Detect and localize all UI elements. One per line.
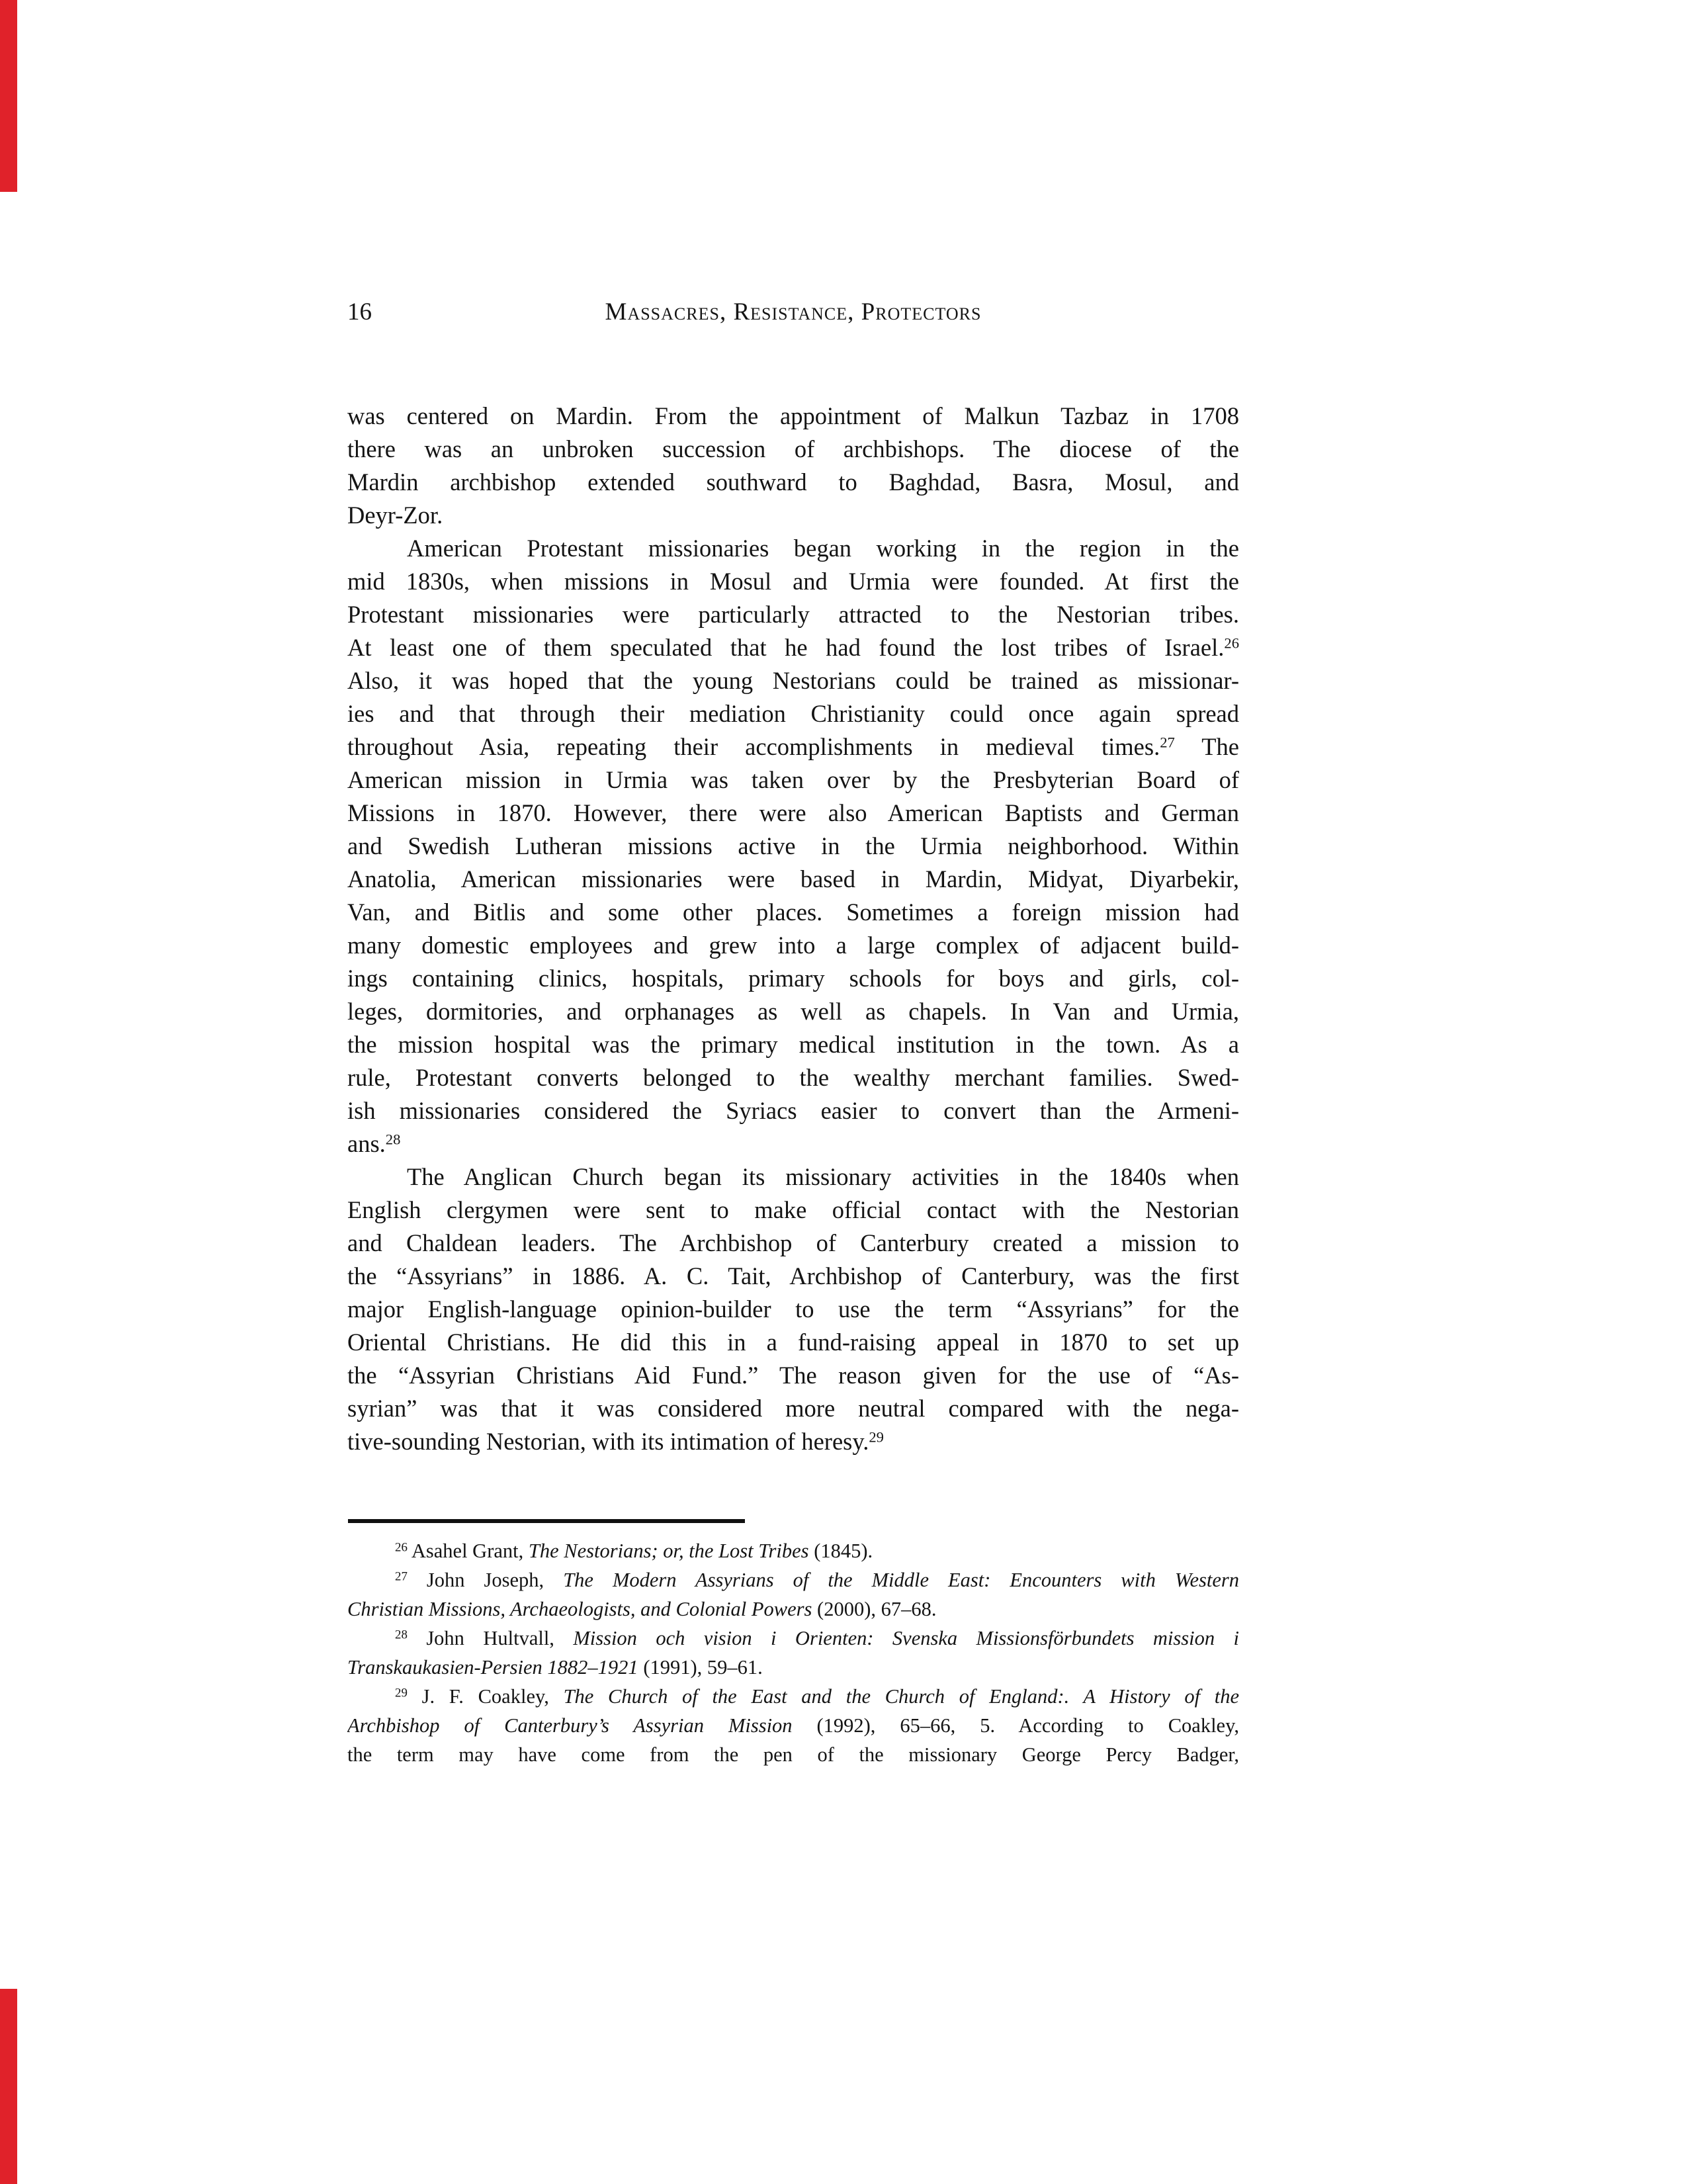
italic-text-run: Christian Missions, Archaeologists, and Colonial Powers xyxy=(347,1598,812,1620)
footnote-line xyxy=(347,1565,1239,1594)
text-run: rule, Protestant converts belonged to the wealthy merchant families. Swed- xyxy=(347,1064,1239,1091)
text-run: syrian” was that it was considered more neutral compared with the nega- xyxy=(347,1395,1239,1422)
footnote-line xyxy=(347,1740,1239,1769)
footnote-number: 27 xyxy=(395,1569,408,1584)
footnote-line xyxy=(347,1682,1239,1711)
text-run: American mission in Urmia was taken over by the Presbyterian Board of xyxy=(347,766,1239,793)
text-run: American Protestant missionaries began working in the region in the xyxy=(407,535,1239,562)
body-line xyxy=(347,598,1239,631)
text-run: John Hultvall, xyxy=(407,1627,574,1649)
body-line xyxy=(347,499,1239,532)
body-line xyxy=(347,433,1239,466)
text-run: ish missionaries considered the Syriacs easier to convert than the Armeni- xyxy=(347,1097,1239,1124)
text-run: Van, and Bitlis and some other places. Sometimes a foreign mission had xyxy=(347,898,1239,926)
body-line xyxy=(347,730,1239,764)
text-run: (1992), 65–66, 5. According to Coakley, xyxy=(792,1714,1239,1737)
footnote-number: 26 xyxy=(395,1540,408,1555)
text-run: Anatolia, American missionaries were based in Mardin, Midyat, Diyarbekir, xyxy=(347,865,1239,893)
text-run: ies and that through their mediation Christianity could once again spread xyxy=(347,700,1239,727)
text-run: English clergymen were sent to make official contact with the Nestorian xyxy=(347,1196,1239,1223)
text-run: Missions in 1870. However, there were also American Baptists and German xyxy=(347,799,1239,826)
text-run: J. F. Coakley, xyxy=(407,1685,564,1708)
text-run: the mission hospital was the primary medical institution in the town. As a xyxy=(347,1031,1239,1058)
footnote-number: 28 xyxy=(395,1628,408,1642)
text-run: major English-language opinion-builder to use the term “Assyrians” for the xyxy=(347,1295,1239,1323)
text-run: the term may have come from the pen of the missionary George Percy Badger, xyxy=(347,1743,1239,1766)
body-line xyxy=(347,896,1239,929)
body-line xyxy=(347,1127,1239,1160)
footnote-number: 29 xyxy=(395,1686,408,1700)
text-run: Deyr-Zor. xyxy=(347,502,443,529)
text-run: Mardin archbishop extended southward to Baghdad, Basra, Mosul, and xyxy=(347,468,1239,496)
text-run: (2000), 67–68. xyxy=(812,1598,937,1620)
footnote-number: 29 xyxy=(869,1428,884,1446)
text-run: The xyxy=(1174,733,1239,760)
footnote-separator xyxy=(348,1519,745,1523)
text-run: (1991), 59–61. xyxy=(638,1656,763,1679)
body-line xyxy=(347,697,1239,730)
page-header xyxy=(347,296,1239,328)
text-run: The Anglican Church began its missionary activities in the 1840s when xyxy=(407,1163,1239,1190)
body-line xyxy=(347,1392,1239,1425)
body-line xyxy=(347,830,1239,863)
text-run: At least one of them speculated that he had found the lost tribes of Israel. xyxy=(347,634,1225,661)
body-line xyxy=(347,532,1239,565)
text-run: John Joseph, xyxy=(407,1569,564,1591)
footnote-number: 28 xyxy=(385,1131,401,1148)
body-line xyxy=(347,1227,1239,1260)
body-line xyxy=(347,1425,1239,1458)
body-line xyxy=(347,1028,1239,1061)
text-run: ings containing clinics, hospitals, primary schools for boys and girls, col- xyxy=(347,965,1239,992)
body-line xyxy=(347,565,1239,598)
italic-text-run: The Church of the East and the Church of England:. A History of the xyxy=(563,1685,1239,1708)
footnote-line xyxy=(347,1624,1239,1653)
body-line xyxy=(347,631,1239,664)
body-line xyxy=(347,1160,1239,1194)
footnote-number: 27 xyxy=(1160,734,1175,751)
body-text xyxy=(347,400,1239,1458)
text-run: tive-sounding Nestorian, with its intimation of heresy. xyxy=(347,1428,869,1455)
text-run: was centered on Mardin. From the appointment of Malkun Tazbaz in 1708 xyxy=(347,402,1239,429)
text-run: the “Assyrian Christians Aid Fund.” The reason given for the use of “As- xyxy=(347,1362,1239,1389)
body-line xyxy=(347,400,1239,433)
body-line xyxy=(347,1326,1239,1359)
body-line xyxy=(347,1194,1239,1227)
text-run: leges, dormitories, and orphanages as well as chapels. In Van and Urmia, xyxy=(347,998,1239,1025)
footnote-line xyxy=(347,1653,1239,1682)
page-edge-mark-top xyxy=(0,0,17,192)
text-run: and Chaldean leaders. The Archbishop of Canterbury created a mission to xyxy=(347,1229,1239,1256)
text-run: (1845). xyxy=(808,1540,873,1562)
text-run: many domestic employees and grew into a large complex of adjacent build- xyxy=(347,932,1239,959)
body-line xyxy=(347,863,1239,896)
text-run: Asahel Grant, xyxy=(407,1540,529,1562)
footnotes xyxy=(347,1536,1239,1769)
body-line xyxy=(347,995,1239,1028)
italic-text-run: Archbishop of Canterbury’s Assyrian Mission xyxy=(347,1714,793,1737)
body-line xyxy=(347,764,1239,797)
text-run: Protestant missionaries were particularly attracted to the Nestorian tribes. xyxy=(347,601,1239,628)
body-line xyxy=(347,962,1239,995)
text-run: and Swedish Lutheran missions active in the Urmia neighborhood. Within xyxy=(347,832,1239,859)
body-line xyxy=(347,664,1239,697)
body-line xyxy=(347,797,1239,830)
text-run: mid 1830s, when missions in Mosul and Urmia were founded. At first the xyxy=(347,568,1239,595)
body-line xyxy=(347,1293,1239,1326)
body-line xyxy=(347,1061,1239,1094)
body-line xyxy=(347,929,1239,962)
text-run: ans. xyxy=(347,1130,386,1157)
italic-text-run: Transkaukasien-Persien 1882–1921 xyxy=(347,1656,638,1679)
italic-text-run: Mission och vision i Orienten: Svenska Missionsförbundets mission i xyxy=(573,1627,1239,1649)
page-number: 16 xyxy=(347,298,372,326)
italic-text-run: The Nestorians; or, the Lost Tribes xyxy=(528,1540,809,1562)
text-run: there was an unbroken succession of archbishops. The diocese of the xyxy=(347,435,1239,462)
italic-text-run: The Modern Assyrians of the Middle East: Encounters with Western xyxy=(563,1569,1239,1591)
running-header-title: Massacres, Resistance, Protectors xyxy=(605,298,982,326)
body-line xyxy=(347,466,1239,499)
body-line xyxy=(347,1094,1239,1127)
page-edge-mark-bottom xyxy=(0,1989,17,2184)
text-run: Oriental Christians. He did this in a fund-raising appeal in 1870 to set up xyxy=(347,1329,1239,1356)
text-run: the “Assyrians” in 1886. A. C. Tait, Archbishop of Canterbury, was the first xyxy=(347,1262,1239,1289)
footnote-line xyxy=(347,1594,1239,1624)
footnote-number: 26 xyxy=(1224,634,1239,652)
body-line xyxy=(347,1359,1239,1392)
text-run: Also, it was hoped that the young Nestorians could be trained as missionar- xyxy=(347,667,1239,694)
text-run: throughout Asia, repeating their accomplishments in medieval times. xyxy=(347,733,1160,760)
body-line xyxy=(347,1260,1239,1293)
footnote-line xyxy=(347,1536,1239,1565)
footnote-line xyxy=(347,1711,1239,1740)
